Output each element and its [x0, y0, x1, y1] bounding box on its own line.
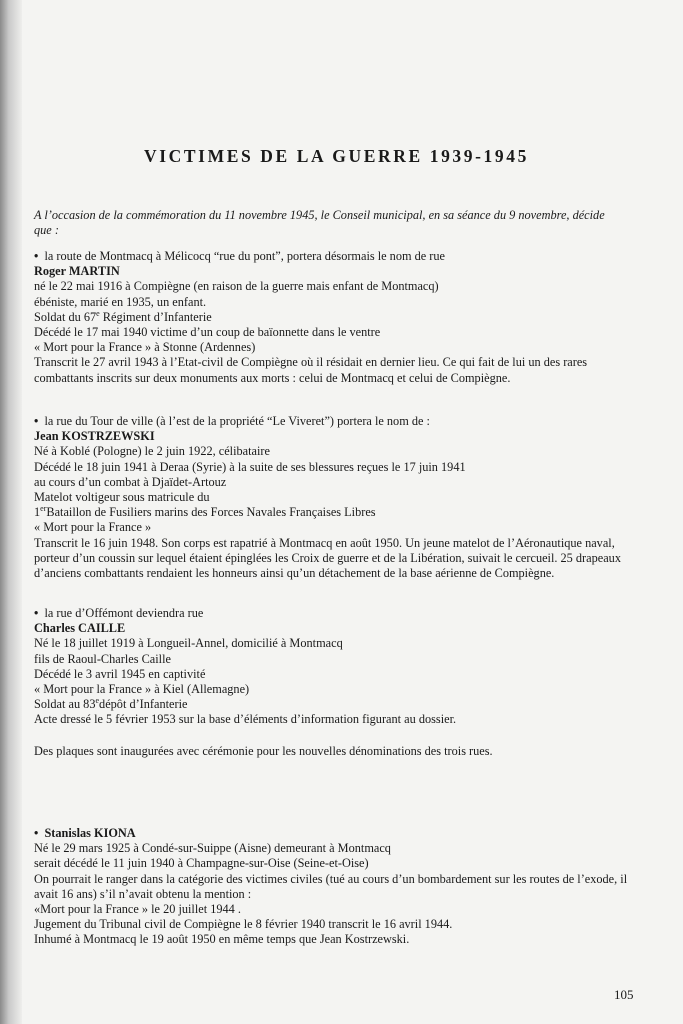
- ordinal-suffix: e: [95, 696, 100, 706]
- entry-line: [34, 310, 634, 325]
- entry-line-rest: Régiment d’Infanterie: [99, 309, 212, 324]
- entry-line: au cours d’un combat à Djaïdet-Artouz: [34, 474, 227, 489]
- entry-line: Décédé le 17 mai 1940 victime d’un coup de baïonnette dans le ventre: [34, 325, 381, 340]
- page: [34, 0, 639, 1024]
- entry-paragraph: Transcrit le 27 avril 1943 à l’Etat-civil de Compiègne où il résidait en dernier lieu. Ce qui fait de lui un des rares combattants inscrits sur deux monuments aux morts : celui de Montmacq et celui de Compiègne.: [34, 355, 588, 385]
- entry-line: fils de Raoul-Charles Caille: [34, 651, 171, 666]
- entry-heading: • la route de Montmacq à Mélicocq “rue du pont”, portera désormais le nom de rue: [34, 249, 634, 264]
- page-number: 105: [614, 987, 634, 1002]
- entry-line: Né le 18 juillet 1919 à Longueil-Annel, domicilié à Montmacq: [34, 636, 343, 651]
- entry-line: «Mort pour la France » le 20 juillet 1944 .: [34, 902, 241, 917]
- entry-line: Né à Koblé (Pologne) le 2 juin 1922, célibataire: [34, 444, 270, 459]
- entry-line: né le 22 mai 1916 à Compiègne (en raison de la guerre mais enfant de Montmacq): [34, 279, 439, 294]
- person-name: [34, 826, 634, 841]
- entry-line: « Mort pour la France » à Stonne (Ardennes): [34, 340, 256, 355]
- entry-line-start: Soldat au 83: [34, 697, 96, 712]
- entry-line-rest: Bataillon de Fusiliers marins des Forces Navales Françaises Libres: [46, 505, 376, 520]
- entry-line: Décédé le 18 juin 1941 à Deraa (Syrie) à la suite de ses blessures reçues le 17 juin 1941: [34, 459, 466, 474]
- entry-line: serait décédé le 11 juin 1940 à Champagne-sur-Oise (Seine-et-Oise): [34, 856, 369, 871]
- entry-martin: [34, 249, 634, 386]
- entry-line: ébéniste, marié en 1935, un enfant.: [34, 294, 207, 309]
- page-title: VICTIMES DE LA GUERRE 1939-1945: [144, 146, 529, 166]
- entry-line: Matelot voltigeur sous matricule du: [34, 490, 210, 505]
- person-name: Charles CAILLE: [34, 621, 126, 636]
- entry-heading: • la rue du Tour de ville (à l’est de la propriété “Le Viveret”) portera le nom de :: [34, 414, 634, 429]
- bullet-glyph: •: [34, 826, 45, 840]
- person-name-text: Stanislas KIONA: [44, 826, 136, 840]
- entry-kostrzewski: [34, 414, 634, 581]
- ordinal-suffix: e: [96, 308, 100, 318]
- entry-line-rest: dépôt d’Infanterie: [99, 697, 188, 712]
- entry-line-start: 1: [34, 505, 41, 520]
- entry-line-start: Soldat du 67: [34, 309, 97, 324]
- entry-line: Jugement du Tribunal civil de Compiègne le 8 février 1940 transcrit le 16 avril 1944.: [34, 917, 453, 932]
- plaques-note: [34, 744, 634, 759]
- entry-line: Inhumé à Montmacq le 19 août 1950 en même temps que Jean Kostrzewski.: [34, 932, 410, 947]
- entry-line: Né le 29 mars 1925 à Condé-sur-Suippe (Aisne) demeurant à Montmacq: [34, 841, 391, 856]
- person-name: Jean KOSTRZEWSKI: [34, 429, 155, 444]
- entry-paragraph: Transcrit le 16 juin 1948. Son corps est rapatrié à Montmacq en août 1950. Un jeune matelot de l’Aéronautique naval, porteur d’un coussin sur lequel étaient épinglées les Croix de guerre et de la Libération, suivait le cercueil. 25 drapeaux d’anciens combattants rendaient les honneurs ainsi qu’un détachement de la base aérienne de Compiègne.: [34, 535, 621, 581]
- entry-line: « Mort pour la France »: [34, 520, 152, 535]
- entry-line: [34, 505, 634, 520]
- entry-line: Décédé le 3 avril 1945 en captivité: [34, 666, 206, 681]
- ordinal-suffix: er: [40, 504, 47, 514]
- entry-heading: • la rue d’Offémont deviendra rue: [34, 606, 634, 621]
- entry-kiona: [34, 826, 634, 948]
- entry-paragraph: On pourrait le ranger dans la catégorie des victimes civiles (tué au cours d’un bombardement sur les routes de l’exode, il avait 16 ans) s’il n’avait obtenu la mention :: [34, 871, 628, 901]
- person-name: Roger MARTIN: [34, 264, 120, 279]
- entry-line: « Mort pour la France » à Kiel (Allemagne): [34, 682, 250, 697]
- book-gutter-shadow: [0, 0, 22, 1024]
- entry-line: Acte dressé le 5 février 1953 sur la base d’éléments d’information figurant au dossier.: [34, 712, 457, 727]
- plaques-line: Des plaques sont inaugurées avec cérémonie pour les nouvelles dénominations des trois rues.: [34, 744, 493, 758]
- entry-line: [34, 697, 634, 712]
- entry-caille: [34, 606, 634, 728]
- intro-paragraph: A l’occasion de la commémoration du 11 novembre 1945, le Conseil municipal, en sa séance du 9 novembre, décide que :: [34, 208, 605, 237]
